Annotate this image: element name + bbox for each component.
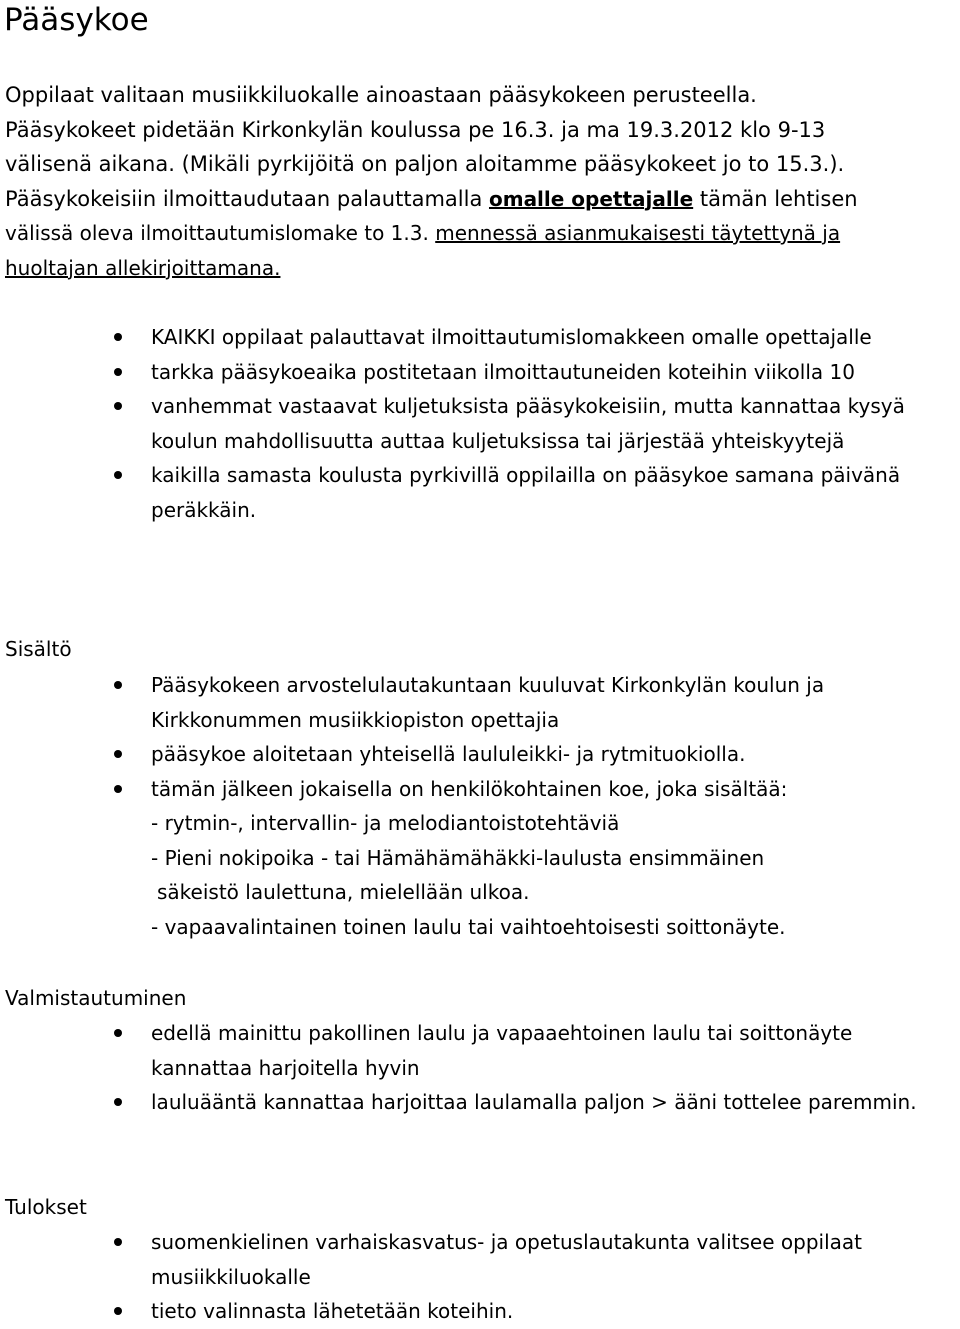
sisalto-list [0, 668, 958, 944]
exam-part-free-choice: - vapaavalintainen toinen laulu tai vaihtoehtoisesti soittonäyte. [151, 914, 786, 939]
exam-part-song-continued: säkeistö laulettuna, mielellään ulkoa. [157, 880, 530, 904]
intro-line-4-end: tämän lehtisen [693, 186, 858, 211]
intro-line-4 [5, 182, 955, 217]
bullet-icon [114, 785, 122, 793]
bullet-icon [114, 1029, 122, 1037]
bullet-icon [114, 402, 122, 410]
list-item: Pääsykokeen arvostelulautakuntaan kuuluvat Kirkonkylän koulun ja Kirkkonummen musiikkiopiston opettajia [0, 668, 958, 737]
list-item: edellä mainittu pakollinen laulu ja vapaaehtoinen laulu tai soittonäyte kannattaa harjoitella hyvin [0, 1016, 958, 1085]
list-item: suomenkielinen varhaiskasvatus- ja opetuslautakunta valitsee oppilaat musiikkiluokalle [0, 1225, 958, 1294]
list-item: tarkka pääsykoeaika postitetaan ilmoittautuneiden koteihin viikolla 10 [0, 355, 958, 390]
intro-line-3: välisenä aikana. (Mikäli pyrkijöitä on paljon aloitamme pääsykokeet jo to 15.3.). [5, 152, 845, 176]
intro-line-5 [5, 216, 955, 251]
intro-line-6: huoltajan allekirjoittamana. [5, 255, 281, 280]
bullet-icon [114, 1098, 122, 1106]
exam-part-rhythm: - rytmin-, intervallin- ja melodiantoistotehtäviä [151, 811, 620, 835]
general-list [0, 320, 958, 527]
bullet-icon [114, 1238, 122, 1246]
list-item: lauluääntä kannattaa harjoittaa laulamalla paljon > ääni tottelee paremmin. [0, 1085, 958, 1120]
intro-line-2: Pääsykokeet pidetään Kirkonkylän koulussa pe 16.3. ja ma 19.3.2012 klo 9-13 [5, 117, 826, 142]
list-item: pääsykoe aloitetaan yhteisellä laululeikki- ja rytmituokiolla. [0, 737, 958, 772]
list-item: tieto valinnasta lähetetään koteihin. [0, 1294, 958, 1329]
bullet-icon [114, 471, 122, 479]
list-item [0, 772, 958, 945]
intro-paragraph [5, 78, 955, 285]
intro-line-5-start: välissä oleva ilmoittautumislomake to 1.3. [5, 221, 436, 245]
page-title: Pääsykoe [4, 2, 149, 38]
tulokset-list [0, 1225, 958, 1329]
intro-line-4-start: Pääsykokeisiin ilmoittaudutaan palauttamalla [5, 186, 489, 211]
intro-emphasis-own-teacher: omalle opettajalle [488, 186, 694, 211]
list-item: vanhemmat vastaavat kuljetuksista pääsykokeisiin, mutta kannattaa kysyä koulun mahdollisuutta auttaa kuljetuksissa tai järjestää yhteiskyytejä [0, 389, 958, 458]
bullet-icon [114, 750, 122, 758]
bullet-icon [114, 368, 122, 376]
exam-part-song: - Pieni nokipoika - tai Hämähämähäkki-laulusta ensimmäinen [151, 845, 765, 870]
bullet-icon [114, 681, 122, 689]
list-item: KAIKKI oppilaat palauttavat ilmoittautumislomakkeen omalle opettajalle [0, 320, 958, 355]
valmistautuminen-list [0, 1016, 958, 1120]
list-item: kaikilla samasta koulusta pyrkivillä oppilailla on pääsykoe samana päivänä peräkkäin. [0, 458, 958, 527]
bullet-icon [114, 1307, 122, 1315]
bullet-icon [114, 333, 122, 341]
intro-line-1: Oppilaat valitaan musiikkiluokalle ainoastaan pääsykokeen perusteella. [5, 83, 757, 107]
section-heading-valmistautuminen: Valmistautuminen [5, 986, 187, 1010]
intro-deadline-underlined: mennessä asianmukaisesti täytettynä ja [435, 221, 841, 245]
exam-contents-intro: tämän jälkeen jokaisella on henkilökohtainen koe, joka sisältää: [151, 776, 788, 801]
section-heading-tulokset: Tulokset [5, 1195, 87, 1219]
section-heading-sisalto: Sisältö [5, 637, 72, 661]
